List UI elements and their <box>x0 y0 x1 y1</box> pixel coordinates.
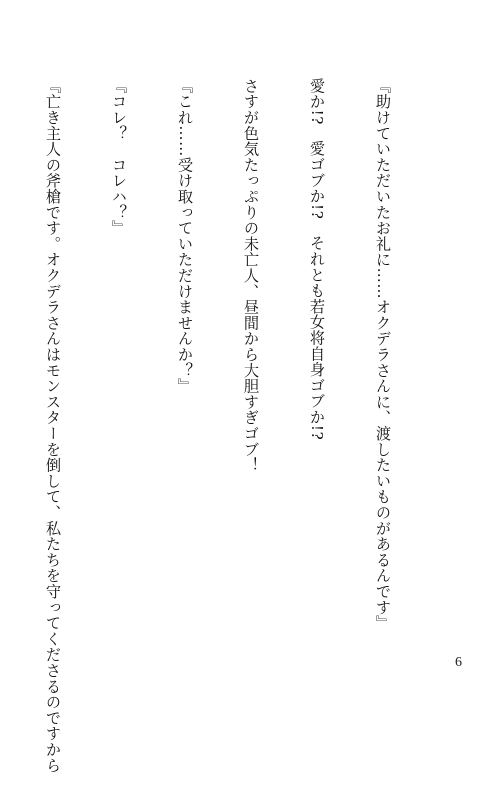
text-line: 『コレ？ コレハ？』 <box>110 78 128 236</box>
text-line: 愛か!? 愛ゴブか!? それとも若女将自身ゴブか!? <box>308 78 326 441</box>
text-line: さすが色気たっぷりの未亡人、昼間から大胆すぎゴブ！ <box>242 78 260 473</box>
text-line: 『亡き主人の斧槍です。オクデラさんはモンスターを倒して、私たちを守ってくださるのですから <box>44 78 62 774</box>
vertical-text-body <box>0 78 438 774</box>
text-line: 『助けていただいたお礼に……オクデラさんに、渡したいものがあるんです』 <box>374 78 392 631</box>
text-line: 『これ……受け取っていただけませんか？』 <box>176 78 194 394</box>
page-number: 6 <box>455 655 462 670</box>
